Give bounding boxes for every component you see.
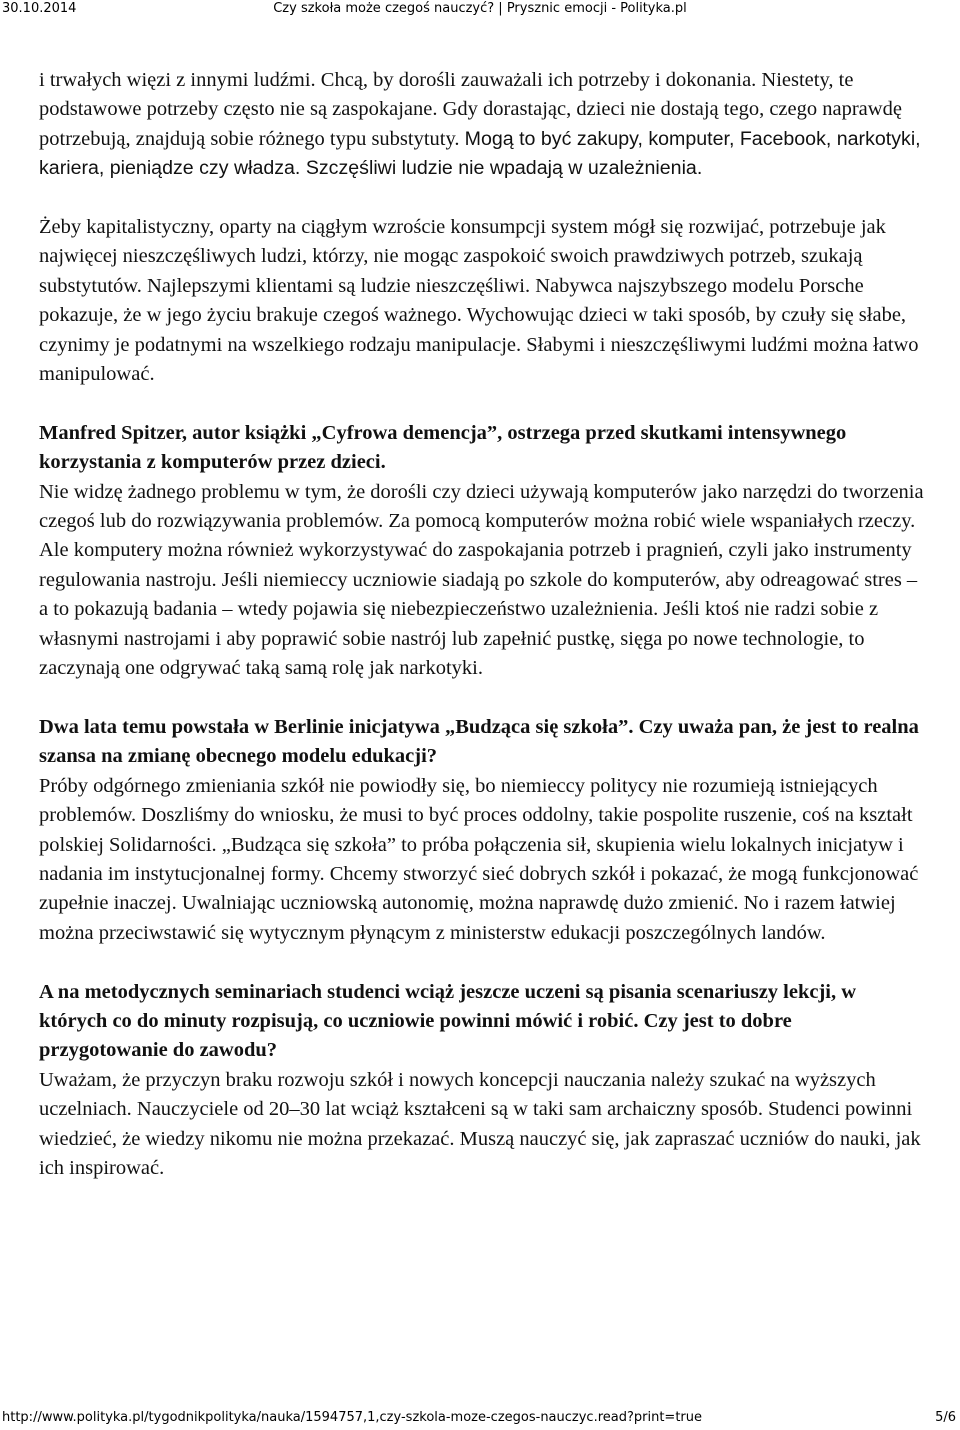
- page-number: 5/6: [935, 1410, 956, 1425]
- print-header: [0, 0, 960, 20]
- print-footer: [0, 1410, 960, 1430]
- interview-question-1: Manfred Spitzer, autor książki „Cyfrowa demencja”, ostrzega przed skutkami intensywnego korzystania z komputerów przez dzieci.: [39, 421, 847, 474]
- interview-answer-3: Uważam, że przyczyn braku rozwoju szkół i nowych koncepcji nauczania należy szukać na wyższych uczelniach. Nauczyciele od 20–30 lat wciąż kształceni są w taki sam archaiczny sposób. Studenci powinni wiedzieć, że wiedzy nikomu nie można przekazać. Muszą nauczyć się, jak zapraszać uczniów do nauki, jak ich inspirować.: [39, 1068, 921, 1179]
- intro-text-sans: Mogą to być zakupy, komputer, Facebook, narkotyki, kariera, pieniądze czy władza. Szczęśliwi ludzie nie wpadają w uzależnienia.: [39, 127, 921, 180]
- intro-text-serif: i trwałych więzi z innymi ludźmi. Chcą, by dorośli zauważali ich potrzeby i dokonania. Niestety, te podstawowe potrzeby często nie są zaspokajane. Gdy dorastając, dzieci nie dostają tego, czego naprawdę potrzebują, znajdują sobie różnego typu substytuty.: [39, 69, 902, 150]
- interview-question-3: A na metodycznych seminariach studenci wciąż jeszcze uczeni są pisania scenariuszy lekcji, w których co do minuty rozpisują, co uczniowie powinni mówić i robić. Czy jest to dobre przygotowanie do zawodu?: [39, 980, 857, 1062]
- print-date: 30.10.2014: [2, 1, 77, 16]
- interview-answer-1: Nie widzę żadnego problemu w tym, że dorośli czy dzieci używają komputerów jako narzędzi do tworzenia czegoś lub do rozwiązywania problemów. Za pomocą komputerów można robić wiele wspaniałych rzeczy. Ale komputery można również wykorzystywać do zaspokajania potrzeb i pragnień, czyli jako instrumenty regulowania nastroju. Jeśli niemieccy uczniowie siadają po szkole do komputerów, aby odreagować stres – a to pokazują badania – wtedy pojawia się niebezpieczeństwo uzależnienia. Jeśli ktoś nie radzi sobie z własnymi nastrojami i aby poprawić sobie nastrój lub zapełnić pustkę, sięga po nowe technologie, to zaczynają one odgrywać taką samą rolę jak narkotyki.: [39, 480, 924, 680]
- print-page-title: Czy szkoła może czegoś nauczyć? | Prysznic emocji - Polityka.pl: [273, 1, 687, 16]
- article-body: [39, 66, 925, 1213]
- print-source-url[interactable]: http://www.polityka.pl/tygodnikpolityka/nauka/1594757,1,czy-szkola-moze-czegos-nauczyc.read?print=true: [2, 1410, 703, 1425]
- interview-answer-2: Próby odgórnego zmieniania szkół nie powiodły się, bo niemieccy politycy nie rozumieją istniejących problemów. Doszliśmy do wniosku, że musi to być proces oddolny, takie pospolite ruszenie, coś na kształt polskiej Solidarności. „Budząca się szkoła” to próba połączenia sił, skupienia wielu lokalnych inicjatyw i nadania im instytucjonalnej formy. Chcemy stworzyć sieć dobrych szkół i pokazać, że mogą funkcjonować zupełnie inaczej. Uwalniając uczniowską autonomię, można naprawdę dużo zmienić. No i razem łatwiej można przeciwstawić się wytycznym płynącym z ministerstw edukacji poszczególnych landów.: [39, 774, 919, 944]
- paragraph-capitalism: Żeby kapitalistyczny, oparty na ciągłym wzroście konsumpcji system mógł się rozwijać, potrzebuje jak najwięcej nieszczęśliwych ludzi, którzy, nie mogąc zaspokoić swoich prawdziwych potrzeb, szukają substytutów. Najlepszymi klientami są ludzie nieszczęśliwi. Nabywca najszybszego modelu Porsche pokazuje, że w jego życiu brakuje czegoś ważnego. Wychowując dzieci w taki sposób, by czuły się słabe, czynimy je podatnymi na wszelkiego rodzaju manipulacje. Słabymi i nieszczęśliwymi ludźmi można łatwo manipulować.: [39, 216, 919, 386]
- intro-paragraph: [39, 66, 925, 184]
- interview-question-2: Dwa lata temu powstała w Berlinie inicjatywa „Budząca się szkoła”. Czy uważa pan, że jest to realna szansa na zmianę obecnego modelu edukacji?: [39, 715, 919, 768]
